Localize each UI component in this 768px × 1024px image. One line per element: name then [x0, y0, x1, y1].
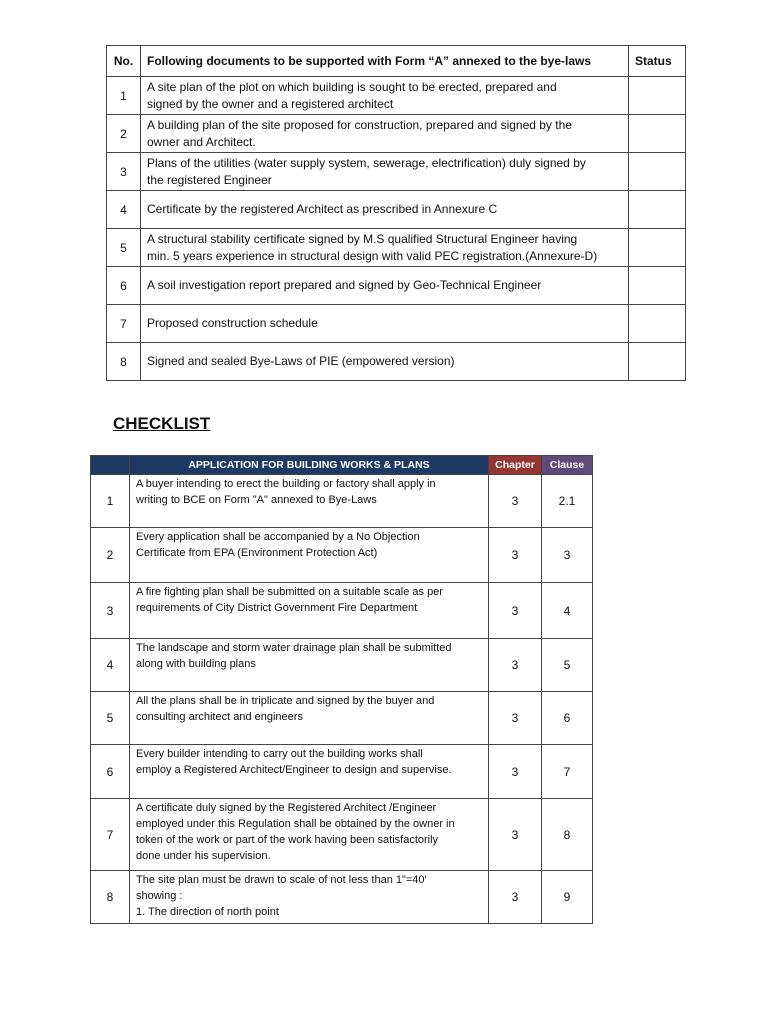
document-row-status[interactable]	[629, 267, 686, 305]
checklist-requirement-line: along with building plans	[136, 658, 256, 670]
document-row-status[interactable]	[629, 77, 686, 115]
document-row	[107, 77, 686, 115]
checklist-header-main: APPLICATION FOR BUILDING WORKS & PLANS	[130, 456, 489, 475]
checklist-row-requirement	[130, 871, 489, 924]
checklist-requirement-line: token of the work or part of the work having been satisfactorily	[136, 834, 439, 846]
checklist-row	[91, 692, 593, 745]
checklist-row-requirement	[130, 745, 489, 799]
checklist-row-chapter: 3	[489, 799, 542, 871]
header-status: Status	[629, 46, 686, 77]
checklist-row-clause: 8	[542, 799, 593, 871]
checklist-row-requirement	[130, 583, 489, 639]
checklist-row-chapter: 3	[489, 692, 542, 745]
document-description-line: Proposed construction schedule	[147, 316, 318, 330]
document-row-description	[141, 115, 629, 153]
checklist-header-chapter: Chapter	[489, 456, 542, 475]
document-description-line: Certificate by the registered Architect as prescribed in Annexure C	[147, 202, 498, 216]
document-row-number: 2	[107, 115, 141, 153]
document-row-description	[141, 267, 629, 305]
checklist-row-clause: 4	[542, 583, 593, 639]
document-row-description	[141, 229, 629, 267]
checklist-requirement-line: A buyer intending to erect the building or factory shall apply in	[136, 478, 436, 490]
document-row-status[interactable]	[629, 229, 686, 267]
document-description-line: A building plan of the site proposed for construction, prepared and signed by the	[147, 117, 572, 132]
checklist-requirement-line: All the plans shall be in triplicate and signed by the buyer and	[136, 695, 435, 707]
document-row	[107, 305, 686, 343]
checklist-requirement-line: employed under this Regulation shall be obtained by the owner in	[136, 818, 455, 830]
document-description-line: Plans of the utilities (water supply system, sewerage, electrification) duly signed by	[147, 155, 586, 170]
checklist-table	[90, 455, 593, 924]
checklist-title: CHECKLIST	[113, 414, 211, 433]
checklist-requirement-line: The site plan must be drawn to scale of not less than 1"=40'	[136, 874, 427, 886]
document-description-line: the registered Engineer	[147, 172, 272, 187]
checklist-row-number: 1	[91, 475, 130, 528]
checklist-row-chapter: 3	[489, 528, 542, 583]
checklist-requirement-line: writing to BCE on Form "A" annexed to Bye-Laws	[136, 494, 377, 506]
header-no: No.	[107, 46, 141, 77]
checklist-row-number: 8	[91, 871, 130, 924]
checklist-header-no	[91, 456, 130, 475]
document-row	[107, 153, 686, 191]
checklist-row	[91, 583, 593, 639]
document-description-line: A structural stability certificate signed by M.S qualified Structural Engineer having	[147, 231, 578, 246]
checklist-row-number: 7	[91, 799, 130, 871]
documents-table-body	[107, 77, 686, 381]
checklist-row-clause: 9	[542, 871, 593, 924]
checklist-row-number: 2	[91, 528, 130, 583]
checklist-row-chapter: 3	[489, 583, 542, 639]
checklist-row-clause: 6	[542, 692, 593, 745]
checklist-requirement-line: consulting architect and engineers	[136, 711, 303, 723]
checklist-row-number: 6	[91, 745, 130, 799]
checklist-requirement-line: A certificate duly signed by the Registered Architect /Engineer	[136, 802, 437, 814]
checklist-row-number: 5	[91, 692, 130, 745]
checklist-row-chapter: 3	[489, 871, 542, 924]
documents-table	[106, 45, 686, 381]
document-row	[107, 229, 686, 267]
checklist-row	[91, 799, 593, 871]
document-row-number: 5	[107, 229, 141, 267]
document-row-status[interactable]	[629, 115, 686, 153]
checklist-requirement-line: showing :	[136, 890, 183, 902]
document-row	[107, 191, 686, 229]
checklist-requirement-line: Certificate from EPA (Environment Protection Act)	[136, 547, 378, 559]
document-row-description	[141, 343, 629, 381]
checklist-row	[91, 528, 593, 583]
checklist-row	[91, 871, 593, 924]
header-description: Following documents to be supported with Form “A” annexed to the bye-laws	[141, 46, 629, 77]
checklist-row-clause: 2.1	[542, 475, 593, 528]
checklist-row-requirement	[130, 528, 489, 583]
documents-table-header-row	[107, 46, 686, 77]
checklist-requirement-line: 1. The direction of north point	[136, 906, 279, 918]
document-description-line: signed by the owner and a registered architect	[147, 96, 394, 111]
checklist-row-number: 4	[91, 639, 130, 692]
document-row-number: 1	[107, 77, 141, 115]
document-description-line: Signed and sealed Bye-Laws of PIE (empowered version)	[147, 354, 455, 368]
checklist-row-chapter: 3	[489, 475, 542, 528]
checklist-requirement-line: requirements of City District Government Fire Department	[136, 602, 418, 614]
document-row-description	[141, 191, 629, 229]
checklist-table-body	[91, 475, 593, 924]
checklist-row	[91, 745, 593, 799]
document-row	[107, 115, 686, 153]
checklist-row	[91, 639, 593, 692]
document-row-description	[141, 153, 629, 191]
checklist-requirement-line: The landscape and storm water drainage plan shall be submitted	[136, 642, 452, 654]
document-row-status[interactable]	[629, 191, 686, 229]
checklist-row-chapter: 3	[489, 745, 542, 799]
checklist-row-clause: 7	[542, 745, 593, 799]
document-row	[107, 267, 686, 305]
document-row-number: 3	[107, 153, 141, 191]
checklist-row-clause: 5	[542, 639, 593, 692]
checklist-requirement-line: done under his supervision.	[136, 850, 271, 862]
checklist-requirement-line: Every builder intending to carry out the building works shall	[136, 748, 423, 760]
document-description-line: A soil investigation report prepared and signed by Geo-Technical Engineer	[147, 278, 542, 292]
document-row-number: 4	[107, 191, 141, 229]
document-description-line: owner and Architect.	[147, 134, 256, 149]
document-description-line: min. 5 years experience in structural design with valid PEC registration.(Annexure-D)	[147, 248, 598, 263]
checklist-row	[91, 475, 593, 528]
checklist-row-requirement	[130, 799, 489, 871]
document-row-number: 8	[107, 343, 141, 381]
document-row-status[interactable]	[629, 343, 686, 381]
document-description-line: A site plan of the plot on which building is sought to be erected, prepared and	[147, 79, 557, 94]
document-row-number: 7	[107, 305, 141, 343]
checklist-requirement-line: Every application shall be accompanied by a No Objection	[136, 531, 420, 543]
checklist-row-requirement	[130, 639, 489, 692]
document-row-description	[141, 77, 629, 115]
checklist-row-chapter: 3	[489, 639, 542, 692]
document-row-description	[141, 305, 629, 343]
checklist-header-clause: Clause	[542, 456, 593, 475]
checklist-requirement-line: A fire fighting plan shall be submitted on a suitable scale as per	[136, 586, 443, 598]
document-row-number: 6	[107, 267, 141, 305]
checklist-row-number: 3	[91, 583, 130, 639]
checklist-header-row	[91, 456, 593, 475]
checklist-row-requirement	[130, 692, 489, 745]
checklist-row-requirement	[130, 475, 489, 528]
checklist-row-clause: 3	[542, 528, 593, 583]
checklist-requirement-line: employ a Registered Architect/Engineer to design and supervise.	[136, 764, 452, 776]
document-row	[107, 343, 686, 381]
document-row-status[interactable]	[629, 305, 686, 343]
document-row-status[interactable]	[629, 153, 686, 191]
